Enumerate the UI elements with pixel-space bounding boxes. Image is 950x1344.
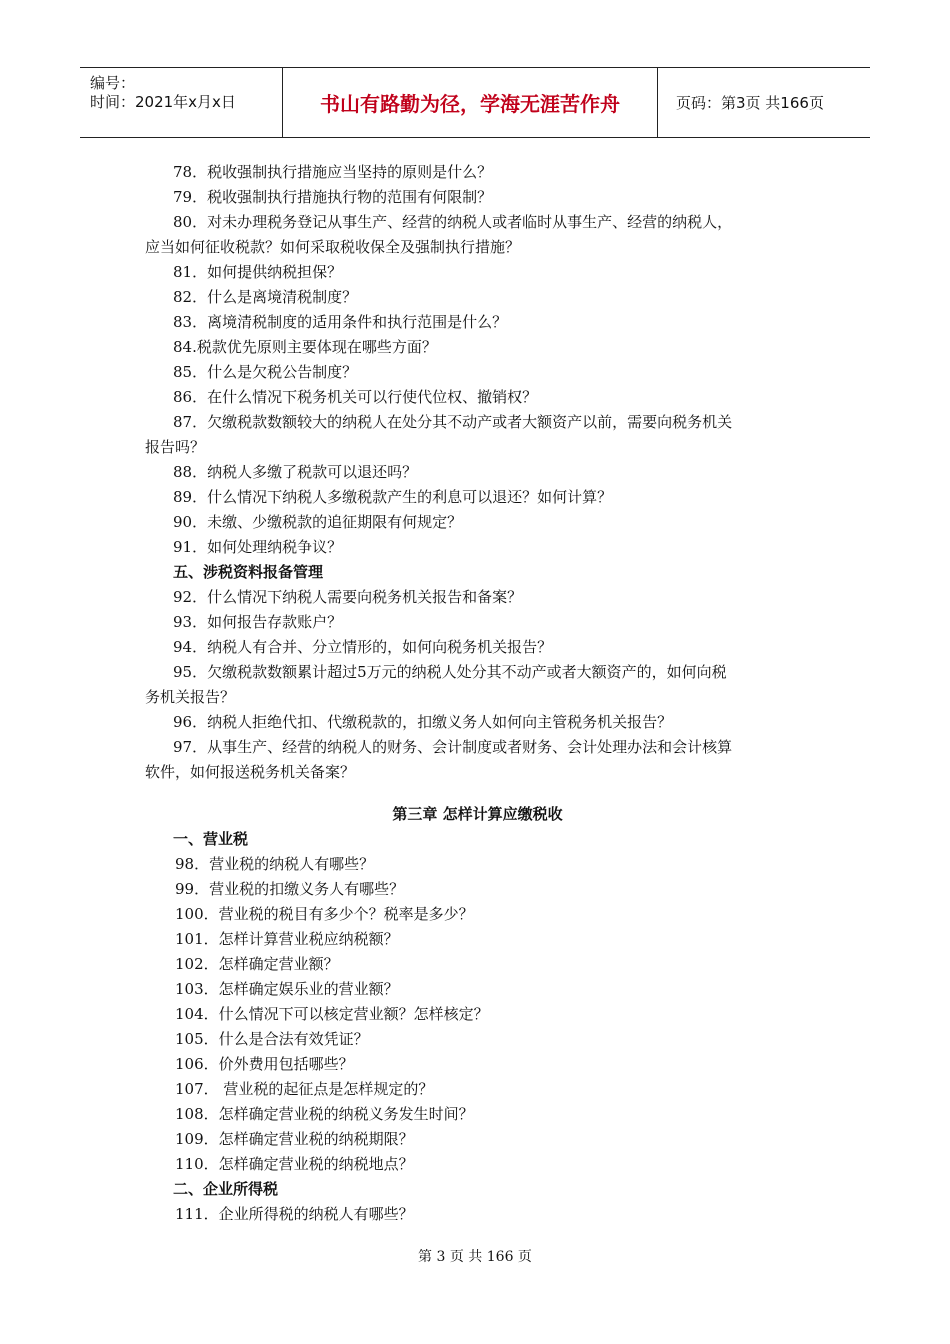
question-line: 91．如何处理纳税争议？ [173, 538, 343, 556]
page-footer: 第 3 页 共 166 页 [418, 1249, 532, 1265]
question-line: 78．税收强制执行措施应当坚持的原则是什么？ [173, 163, 493, 181]
header-motto: 书山有路勤为径，学海无涯苦作舟 [282, 68, 658, 137]
section-heading: 二、企业所得税 [173, 1180, 279, 1198]
question-continuation: 软件，如何报送税务机关备案？ [145, 763, 356, 781]
question-line: 97．从事生产、经营的纳税人的财务、会计制度或者财务、会计处理办法和会计核算 [173, 738, 733, 756]
question-line: 89．什么情况下纳税人多缴税款产生的利息可以退还？如何计算？ [173, 488, 613, 506]
header-page-info [666, 68, 870, 137]
chapter-title: 第三章 怎样计算应缴税收 [392, 805, 563, 823]
question-line: 104．什么情况下可以核定营业额？怎样核定？ [175, 1005, 489, 1023]
page-info-text: 页码：第3页 共166页 [676, 94, 824, 112]
question-line: 98．营业税的纳税人有哪些？ [175, 855, 375, 873]
question-continuation: 报告吗？ [145, 438, 206, 456]
question-line: 82．什么是离境清税制度？ [173, 288, 358, 306]
section-heading: 一、营业税 [173, 830, 249, 848]
document-header [80, 67, 870, 138]
question-line: 107． 营业税的起征点是怎样规定的？ [175, 1080, 434, 1098]
question-line: 94．纳税人有合并、分立情形的，如何向税务机关报告？ [173, 638, 553, 656]
question-line: 93．如何报告存款账户？ [173, 613, 343, 631]
section-heading: 五、涉税资料报备管理 [173, 563, 324, 581]
question-line: 81．如何提供纳税担保？ [173, 263, 343, 281]
question-line: 79．税收强制执行措施执行物的范围有何限制？ [173, 188, 493, 206]
question-continuation: 应当如何征收税款？如何采取税收保全及强制执行措施？ [145, 238, 521, 256]
question-line: 83．离境清税制度的适用条件和执行范围是什么？ [173, 313, 508, 331]
question-line: 95．欠缴税款数额累计超过5万元的纳税人处分其不动产或者大额资产的，如何向税 [173, 663, 727, 681]
question-line: 99．营业税的扣缴义务人有哪些？ [175, 880, 405, 898]
question-continuation: 务机关报告？ [145, 688, 236, 706]
question-line: 105．什么是合法有效凭证？ [175, 1030, 369, 1048]
question-line: 86．在什么情况下税务机关可以行使代位权、撤销权？ [173, 388, 538, 406]
question-line: 109．怎样确定营业税的纳税期限？ [175, 1130, 414, 1148]
question-line: 102．怎样确定营业额？ [175, 955, 339, 973]
question-line: 88．纳税人多缴了税款可以退还吗？ [173, 463, 418, 481]
question-line: 100．营业税的税目有多少个？税率是多少？ [175, 905, 474, 923]
date-label: 时间：2021年x月x日 [90, 93, 236, 111]
question-line: 85．什么是欠税公告制度？ [173, 363, 358, 381]
question-line: 106．价外费用包括哪些？ [175, 1055, 354, 1073]
number-label: 编号： [90, 74, 136, 92]
question-line: 111．企业所得税的纳税人有哪些？ [175, 1205, 414, 1223]
question-line: 101．怎样计算营业税应纳税额？ [175, 930, 399, 948]
header-meta-cell [80, 68, 282, 137]
question-line: 90．未缴、少缴税款的追征期限有何规定？ [173, 513, 463, 531]
question-line: 110．怎样确定营业税的纳税地点？ [175, 1155, 414, 1173]
question-line: 108．怎样确定营业税的纳税义务发生时间？ [175, 1105, 474, 1123]
question-line: 84.税款优先原则主要体现在哪些方面？ [173, 338, 437, 356]
question-line: 103．怎样确定娱乐业的营业额？ [175, 980, 399, 998]
question-line: 87．欠缴税款数额较大的纳税人在处分其不动产或者大额资产以前，需要向税务机关 [173, 413, 733, 431]
document-body [145, 160, 810, 1227]
question-line: 96．纳税人拒绝代扣、代缴税款的，扣缴义务人如何向主管税务机关报告？ [173, 713, 673, 731]
question-line: 92．什么情况下纳税人需要向税务机关报告和备案？ [173, 588, 523, 606]
question-line: 80．对未办理税务登记从事生产、经营的纳税人或者临时从事生产、经营的纳税人， [173, 213, 733, 231]
